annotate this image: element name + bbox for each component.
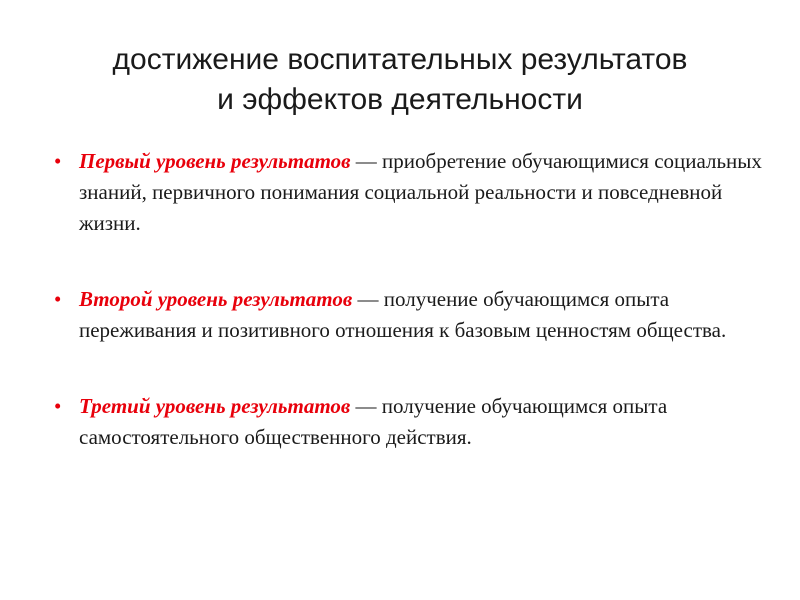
bullet-icon: • (54, 287, 62, 311)
slide-title (40, 40, 760, 120)
results-list (52, 146, 772, 498)
level-3-text: — получение обучающимся опыта самостоятельного общественного действия. (79, 394, 668, 449)
level-2-text: — получение обучающимся опыта переживания и позитивного отношения к базовым ценностям общества. (79, 287, 727, 342)
bullet-icon: • (54, 149, 62, 173)
slide-title-line-1: достижение воспитательных результатов (112, 43, 688, 76)
level-1-text: — приобретение обучающимися социальных знаний, первичного понимания социальной реальности и повседневной жизни. (79, 149, 762, 235)
slide-title-line-2: и эффектов деятельности (217, 83, 583, 116)
level-2-term: Второй уровень результатов (79, 287, 353, 311)
list-item-level-2 (52, 284, 772, 346)
level-1-term: Первый уровень результатов (79, 149, 351, 173)
bullet-icon: • (54, 394, 62, 418)
list-item-level-1 (52, 146, 772, 239)
list-item-level-3 (52, 391, 772, 453)
level-3-term: Третий уровень результатов (79, 394, 351, 418)
